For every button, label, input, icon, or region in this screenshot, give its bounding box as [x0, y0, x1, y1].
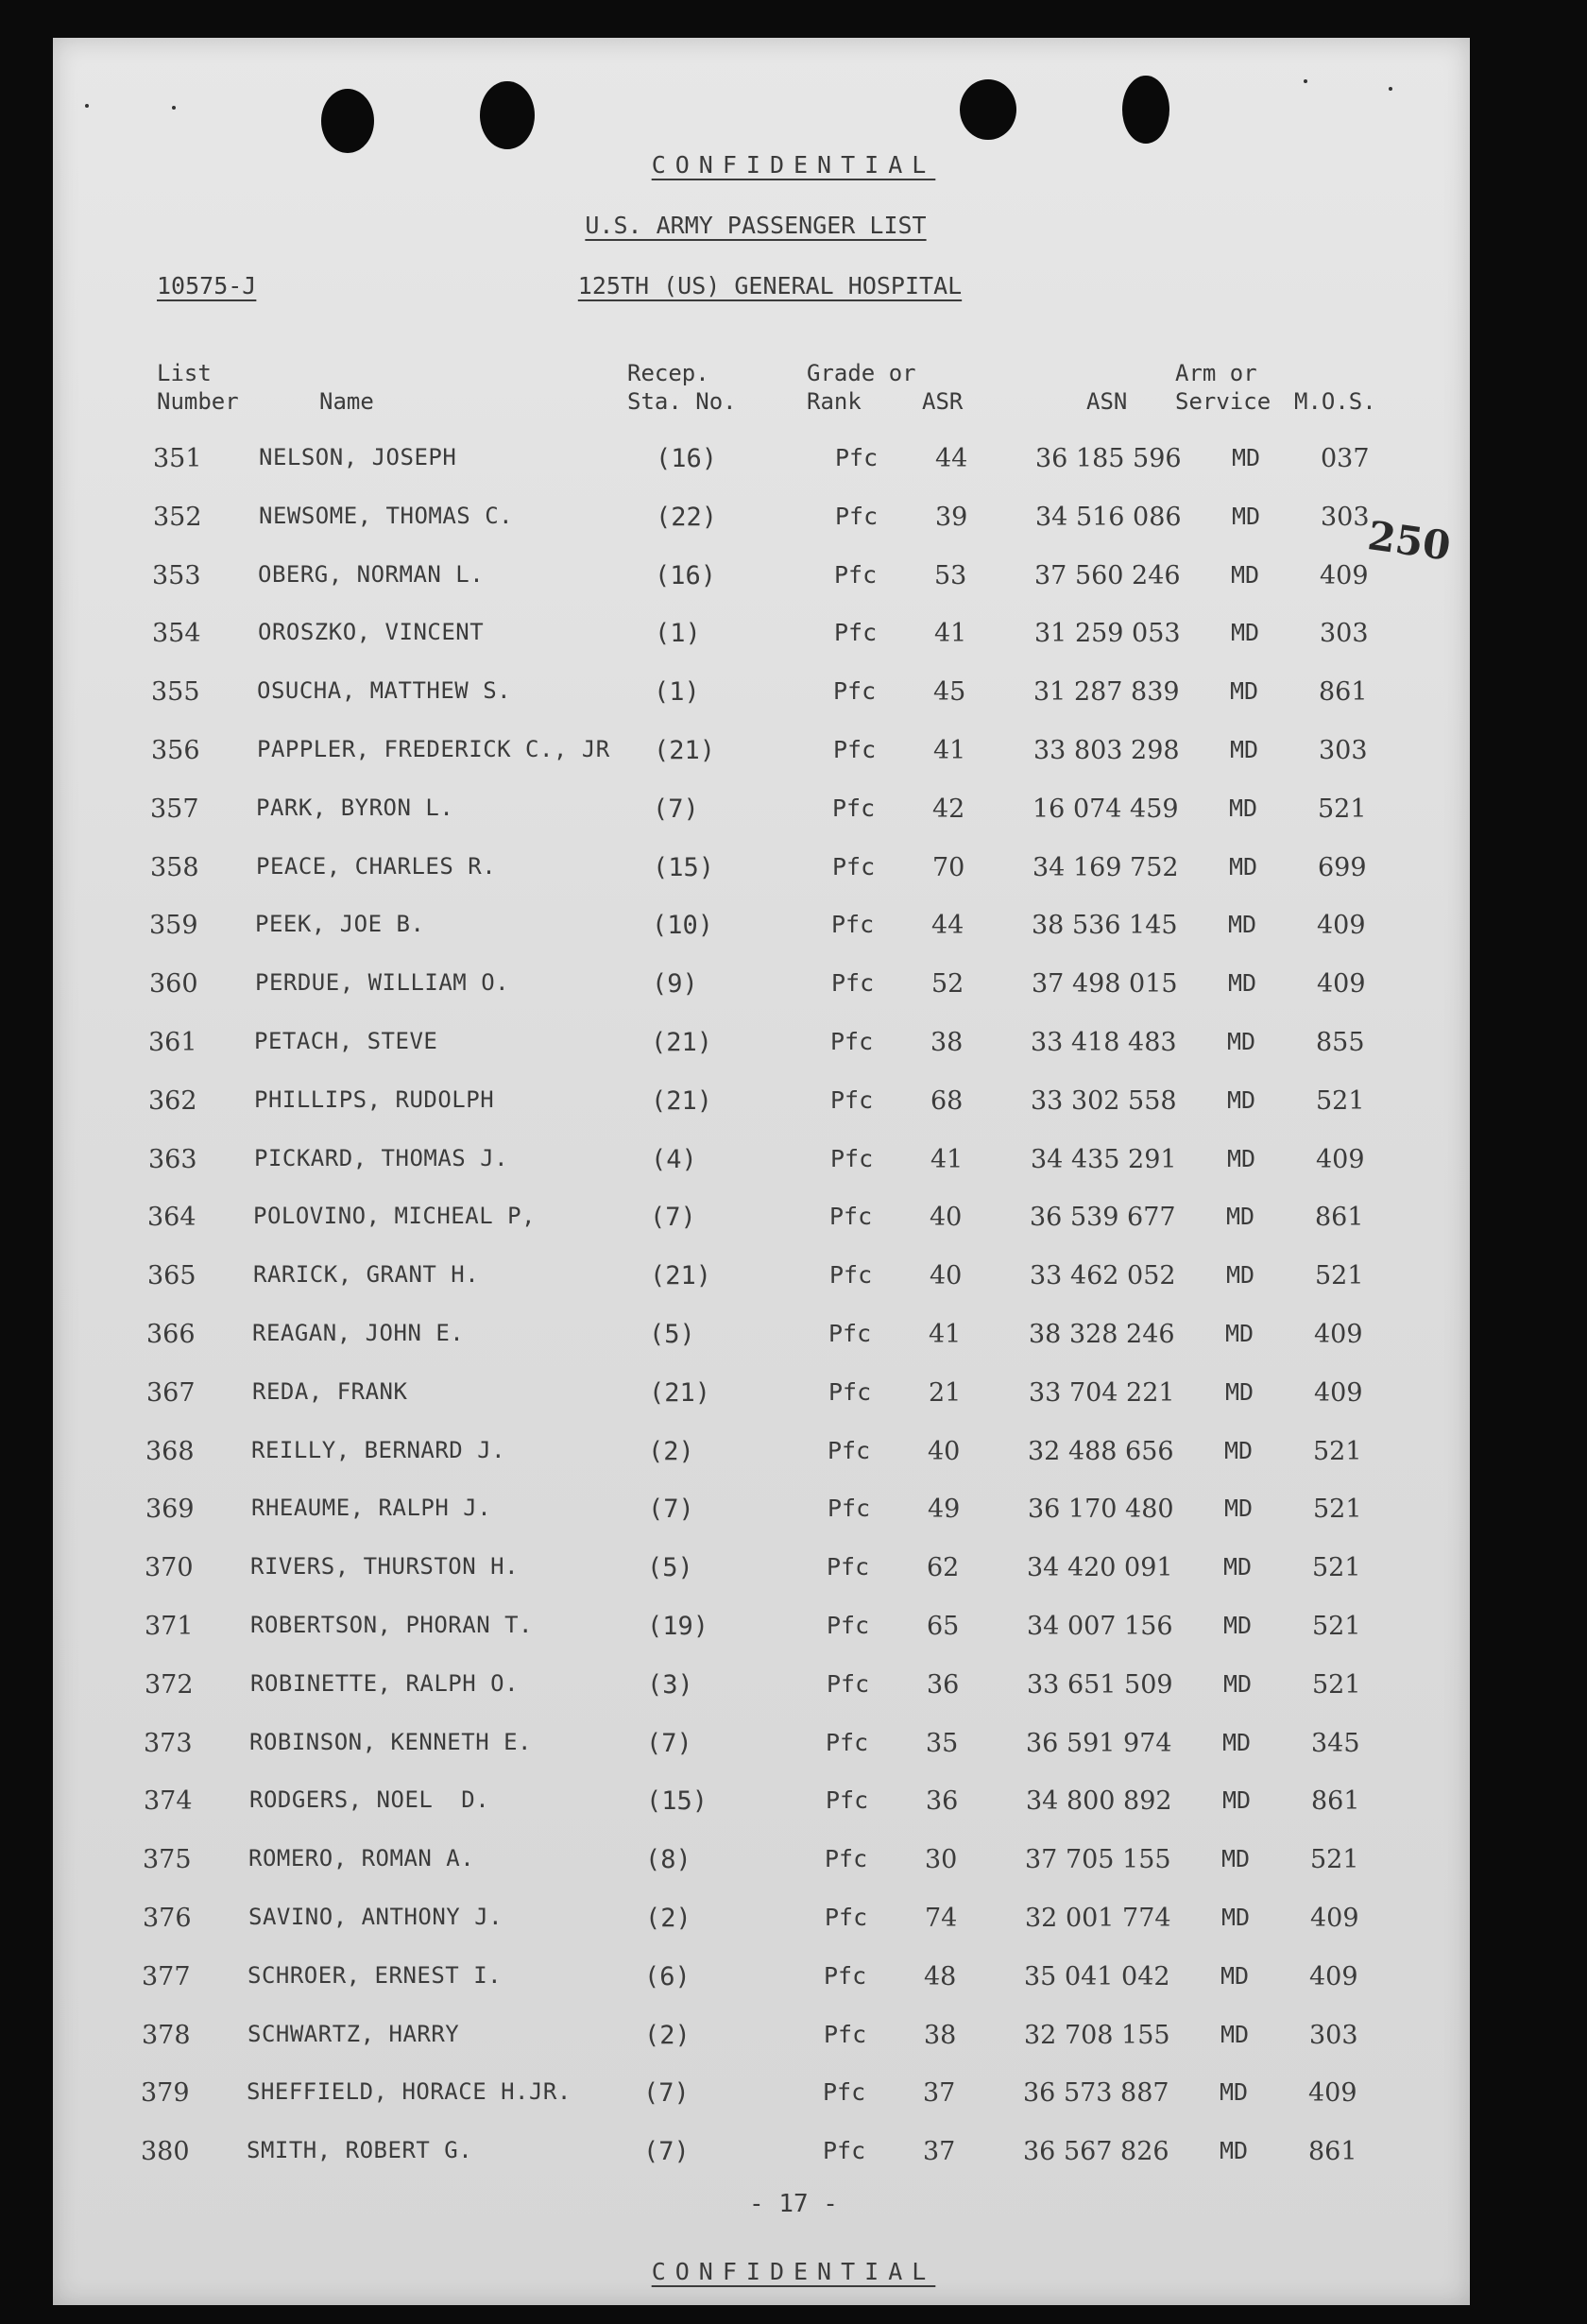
recep-sta-cell: (22) — [656, 502, 718, 532]
asn-cell: 38 328 246 — [1029, 1319, 1175, 1349]
mos-cell: 303 — [1309, 2020, 1358, 2050]
list-number-cell: 380 — [141, 2137, 190, 2167]
name-cell: PERDUE, WILLIAM O. — [255, 969, 510, 997]
arm-service-cell: MD — [1220, 2020, 1250, 2048]
asn-cell: 31 259 053 — [1034, 619, 1181, 649]
asn-cell: 33 651 509 — [1027, 1669, 1173, 1700]
table-row — [0, 503, 1587, 561]
asn-cell: 36 170 480 — [1028, 1495, 1174, 1525]
recep-sta-cell: (1) — [654, 677, 700, 708]
name-cell: POLOVINO, MICHEAL P, — [253, 1203, 536, 1230]
asn-cell: 34 420 091 — [1027, 1553, 1173, 1583]
list-number-cell: 361 — [148, 1027, 197, 1057]
recep-sta-cell: (2) — [648, 1436, 694, 1466]
asn-cell: 16 074 459 — [1032, 794, 1179, 824]
table-row — [0, 677, 1585, 736]
table-row — [0, 2021, 1576, 2079]
table-row — [0, 853, 1584, 912]
table-row — [0, 1612, 1578, 1670]
mos-cell: 345 — [1311, 1728, 1360, 1758]
name-cell: RIVERS, THURSTON H. — [250, 1553, 520, 1581]
grade-cell: Pfc — [830, 1027, 874, 1055]
grade-cell: Pfc — [827, 1669, 870, 1698]
asn-cell: 36 567 826 — [1023, 2137, 1169, 2167]
list-number-cell: 357 — [150, 794, 199, 824]
arm-service-cell: MD — [1229, 794, 1258, 822]
asr-cell: 53 — [934, 560, 967, 590]
asn-cell: 33 803 298 — [1033, 735, 1180, 765]
asn-cell: 35 041 042 — [1024, 1961, 1170, 1991]
grade-cell: Pfc — [832, 852, 876, 880]
grade-cell: Pfc — [828, 1436, 871, 1464]
table-row — [0, 1786, 1578, 1845]
name-cell: SHEFFIELD, HORACE H.JR. — [247, 2078, 572, 2106]
asr-cell: 39 — [935, 502, 968, 532]
asr-cell: 48 — [924, 1961, 957, 1991]
name-cell: SCHWARTZ, HARRY — [247, 2020, 460, 2047]
recep-sta-cell: (5) — [649, 1319, 695, 1349]
asn-cell: 36 591 974 — [1026, 1728, 1172, 1758]
recep-sta-cell: (7) — [646, 1728, 692, 1758]
name-cell: OSUCHA, MATTHEW S. — [257, 677, 512, 705]
name-cell: PEEK, JOE B. — [255, 911, 425, 938]
list-number-cell: 374 — [144, 1786, 193, 1817]
table-row — [0, 1261, 1581, 1320]
list-number-cell: 360 — [149, 969, 198, 1000]
grade-cell: Pfc — [827, 1553, 870, 1581]
list-number-cell: 372 — [145, 1669, 194, 1700]
recep-sta-cell: (7) — [648, 1495, 694, 1525]
asr-cell: 30 — [925, 1845, 958, 1875]
arm-service-cell: MD — [1226, 1203, 1255, 1231]
list-number-cell: 364 — [147, 1203, 196, 1233]
grade-cell: Pfc — [823, 2078, 866, 2107]
arm-service-cell: MD — [1231, 619, 1260, 647]
mos-cell: 521 — [1315, 1261, 1364, 1291]
mos-cell: 855 — [1316, 1027, 1365, 1057]
asr-cell: 36 — [927, 1669, 960, 1700]
asr-cell: 38 — [924, 2020, 957, 2050]
table-row — [0, 1203, 1581, 1261]
arm-service-cell: MD — [1228, 969, 1257, 998]
list-number-cell: 365 — [147, 1261, 196, 1291]
grade-cell: Pfc — [828, 1377, 872, 1406]
name-cell: RHEAUME, RALPH J. — [251, 1495, 492, 1522]
arm-service-cell: MD — [1224, 1495, 1254, 1523]
list-number-cell: 356 — [151, 735, 200, 765]
mos-cell: 861 — [1319, 677, 1368, 708]
mos-cell: 409 — [1310, 1903, 1359, 1933]
name-cell: OBERG, NORMAN L. — [258, 560, 485, 588]
asr-cell: 41 — [930, 1144, 964, 1174]
arm-service-cell: MD — [1222, 1728, 1252, 1756]
recep-sta-cell: (7) — [643, 2137, 690, 2167]
grade-cell: Pfc — [824, 1961, 867, 1990]
mos-cell: 409 — [1314, 1319, 1363, 1349]
mos-cell: 409 — [1308, 2078, 1357, 2109]
header-asn: ASN — [1086, 388, 1128, 415]
recep-sta-cell: (2) — [645, 1903, 691, 1933]
grade-cell: Pfc — [827, 1611, 870, 1639]
name-cell: NEWSOME, THOMAS C. — [259, 502, 514, 529]
list-number-cell: 359 — [149, 911, 198, 941]
list-number-cell: 368 — [145, 1436, 195, 1466]
asr-cell: 41 — [933, 735, 966, 765]
table-row — [0, 1320, 1580, 1378]
document-number: 10575-J — [157, 272, 257, 299]
recep-sta-cell: (21) — [651, 1027, 713, 1057]
name-cell: ROBERTSON, PHORAN T. — [250, 1611, 533, 1638]
arm-service-cell: MD — [1220, 2137, 1249, 2165]
asr-cell: 41 — [929, 1319, 962, 1349]
punch-hole — [480, 81, 535, 149]
list-number-cell: 353 — [152, 560, 201, 590]
asn-cell: 34 169 752 — [1032, 852, 1179, 882]
arm-service-cell: MD — [1226, 1261, 1255, 1290]
table-row — [0, 1028, 1582, 1086]
list-number-cell: 366 — [146, 1319, 196, 1349]
arm-service-cell: MD — [1229, 852, 1258, 880]
mos-cell: 409 — [1317, 969, 1366, 1000]
recep-sta-cell: (19) — [647, 1611, 709, 1641]
asr-cell: 40 — [928, 1436, 961, 1466]
asn-cell: 36 539 677 — [1030, 1203, 1176, 1233]
asn-cell: 37 560 246 — [1034, 560, 1181, 590]
recep-sta-cell: (7) — [643, 2078, 690, 2109]
name-cell: PEACE, CHARLES R. — [256, 852, 497, 880]
mos-cell: 409 — [1314, 1377, 1363, 1408]
mos-cell: 303 — [1321, 502, 1370, 532]
recep-sta-cell: (21) — [650, 1261, 712, 1291]
table-row — [0, 2137, 1575, 2196]
table-row — [0, 1553, 1578, 1612]
unit-title: 125TH (US) GENERAL HOSPITAL — [577, 272, 963, 299]
asn-cell: 36 185 596 — [1035, 444, 1182, 473]
mos-cell: 409 — [1309, 1961, 1358, 1991]
asr-cell: 36 — [926, 1786, 959, 1817]
recep-sta-cell: (7) — [650, 1203, 696, 1233]
confidential-heading-bottom: CONFIDENTIAL — [651, 2258, 936, 2285]
mos-cell: 521 — [1313, 1436, 1362, 1466]
name-cell: REILLY, BERNARD J. — [251, 1436, 506, 1463]
arm-service-cell: MD — [1231, 560, 1260, 589]
name-cell: PETACH, STEVE — [254, 1027, 438, 1054]
header-list-number: List Number — [157, 360, 239, 415]
grade-cell: Pfc — [826, 1786, 869, 1815]
mos-cell: 303 — [1320, 619, 1369, 649]
arm-service-cell: MD — [1220, 1961, 1250, 1990]
mos-cell: 521 — [1312, 1669, 1361, 1700]
grade-cell: Pfc — [829, 1203, 873, 1231]
asn-cell: 33 704 221 — [1029, 1377, 1175, 1408]
name-cell: REDA, FRANK — [252, 1377, 408, 1405]
mos-cell: 521 — [1316, 1085, 1365, 1116]
mos-cell: 861 — [1315, 1203, 1364, 1233]
header-grade: Grade or Rank — [807, 360, 916, 415]
asr-cell: 52 — [931, 969, 964, 1000]
asr-cell: 68 — [930, 1085, 964, 1116]
header-mos: M.O.S. — [1294, 388, 1376, 415]
asn-cell: 36 573 887 — [1023, 2078, 1169, 2109]
asn-cell: 37 498 015 — [1032, 969, 1178, 1000]
asr-cell: 21 — [929, 1377, 962, 1408]
arm-service-cell: MD — [1227, 1027, 1256, 1055]
grade-cell: Pfc — [825, 1845, 868, 1873]
list-number-cell: 378 — [142, 2020, 191, 2050]
name-cell: ROBINETTE, RALPH O. — [250, 1669, 520, 1697]
arm-service-cell: MD — [1230, 677, 1259, 706]
arm-service-cell: MD — [1220, 2078, 1249, 2107]
asr-cell: 38 — [930, 1027, 964, 1057]
asr-cell: 74 — [925, 1903, 958, 1933]
recep-sta-cell: (21) — [651, 1085, 713, 1116]
confidential-heading-top: CONFIDENTIAL — [651, 151, 936, 179]
table-row — [0, 736, 1585, 795]
asr-cell: 44 — [935, 444, 968, 473]
arm-service-cell: MD — [1223, 1611, 1253, 1639]
asn-cell: 32 708 155 — [1024, 2020, 1170, 2050]
asn-cell: 34 007 156 — [1027, 1611, 1173, 1641]
grade-cell: Pfc — [824, 2020, 867, 2048]
paper-speck — [1304, 79, 1307, 83]
arm-service-cell: MD — [1228, 911, 1257, 939]
name-cell: PARK, BYRON L. — [256, 794, 454, 821]
paper-speck — [172, 106, 176, 110]
recep-sta-cell: (5) — [647, 1553, 693, 1583]
arm-service-cell: MD — [1221, 1903, 1251, 1931]
mos-cell: 409 — [1320, 560, 1369, 590]
list-number-cell: 362 — [148, 1085, 197, 1116]
name-cell: SAVINO, ANTHONY J. — [248, 1903, 503, 1930]
grade-cell: Pfc — [834, 560, 878, 589]
name-cell: PICKARD, THOMAS J. — [254, 1144, 509, 1171]
table-row — [0, 1495, 1579, 1553]
list-number-cell: 352 — [153, 502, 202, 532]
table-row — [0, 1904, 1577, 1962]
list-number-cell: 354 — [152, 619, 201, 649]
name-cell: REAGAN, JOHN E. — [252, 1319, 465, 1346]
recep-sta-cell: (2) — [644, 2020, 691, 2050]
asr-cell: 70 — [932, 852, 965, 882]
recep-sta-cell: (4) — [651, 1144, 697, 1174]
name-cell: PAPPLER, FREDERICK C., JR — [257, 735, 610, 762]
list-number-cell: 369 — [145, 1495, 195, 1525]
name-cell: NELSON, JOSEPH — [259, 444, 457, 470]
list-number-cell: 373 — [144, 1728, 193, 1758]
asn-cell: 34 435 291 — [1031, 1144, 1177, 1174]
recep-sta-cell: (16) — [655, 560, 717, 590]
grade-cell: Pfc — [831, 911, 875, 939]
list-number-cell: 377 — [142, 1961, 191, 1991]
grade-cell: Pfc — [830, 1085, 874, 1114]
mos-cell: 521 — [1310, 1845, 1359, 1875]
list-number-cell: 376 — [143, 1903, 192, 1933]
grade-cell: Pfc — [828, 1319, 872, 1347]
page-number: - 17 - — [749, 2190, 838, 2218]
asr-cell: 41 — [934, 619, 967, 649]
asr-cell: 37 — [923, 2078, 956, 2109]
asr-cell: 49 — [928, 1495, 961, 1525]
grade-cell: Pfc — [831, 969, 875, 998]
arm-service-cell: MD — [1223, 1553, 1253, 1581]
list-number-cell: 351 — [153, 444, 202, 473]
table-row — [0, 911, 1583, 969]
mos-cell: 037 — [1321, 444, 1370, 473]
recep-sta-cell: (15) — [646, 1786, 708, 1817]
list-number-cell: 358 — [150, 852, 199, 882]
name-cell: OROSZKO, VINCENT — [258, 619, 485, 646]
paper-speck — [1389, 87, 1392, 91]
mos-cell: 521 — [1313, 1495, 1362, 1525]
name-cell: ROMERO, ROMAN A. — [248, 1845, 475, 1872]
list-number-cell: 379 — [141, 2078, 190, 2109]
arm-service-cell: MD — [1221, 1845, 1251, 1873]
name-cell: PHILLIPS, RUDOLPH — [254, 1085, 495, 1113]
mos-cell: 861 — [1311, 1786, 1360, 1817]
header-recep-sta: Recep. Sta. No. — [627, 360, 737, 415]
asn-cell: 33 302 558 — [1031, 1085, 1177, 1116]
table-row — [0, 1378, 1580, 1437]
arm-service-cell: MD — [1222, 1786, 1252, 1815]
page-stamp-number: 250 — [1365, 512, 1454, 570]
punch-hole — [960, 79, 1016, 140]
asn-cell: 32 001 774 — [1025, 1903, 1171, 1933]
table-row — [0, 619, 1586, 677]
asr-cell: 37 — [923, 2137, 956, 2167]
grade-cell: Pfc — [825, 1903, 868, 1931]
asr-cell: 35 — [926, 1728, 959, 1758]
table-row — [0, 1845, 1577, 1904]
arm-service-cell: MD — [1230, 735, 1259, 763]
recep-sta-cell: (16) — [656, 444, 718, 473]
table-row — [0, 1086, 1582, 1145]
grade-cell: Pfc — [828, 1495, 871, 1523]
mos-cell: 409 — [1316, 1144, 1365, 1174]
name-cell: RARICK, GRANT H. — [253, 1261, 480, 1289]
list-number-cell: 363 — [148, 1144, 197, 1174]
arm-service-cell: MD — [1232, 502, 1261, 530]
list-number-cell: 370 — [145, 1553, 194, 1583]
grade-cell: Pfc — [833, 677, 877, 706]
recep-sta-cell: (8) — [645, 1845, 691, 1875]
table-row — [0, 2078, 1575, 2137]
mos-cell: 699 — [1318, 852, 1367, 882]
asr-cell: 40 — [930, 1261, 963, 1291]
table-row — [0, 1729, 1578, 1787]
arm-service-cell: MD — [1224, 1436, 1254, 1464]
asn-cell: 37 705 155 — [1025, 1845, 1171, 1875]
grade-cell: Pfc — [829, 1261, 873, 1290]
recep-sta-cell: (6) — [644, 1961, 691, 1991]
asr-cell: 42 — [932, 794, 965, 824]
header-asr: ASR — [922, 388, 964, 415]
asn-cell: 31 287 839 — [1033, 677, 1180, 708]
asn-cell: 33 418 483 — [1031, 1027, 1177, 1057]
grade-cell: Pfc — [835, 444, 879, 471]
grade-cell: Pfc — [833, 735, 877, 763]
asr-cell: 65 — [927, 1611, 960, 1641]
recep-sta-cell: (9) — [652, 969, 698, 1000]
arm-service-cell: MD — [1227, 1085, 1256, 1114]
asr-cell: 62 — [927, 1553, 960, 1583]
recep-sta-cell: (1) — [655, 619, 701, 649]
name-cell: SMITH, ROBERT G. — [247, 2137, 473, 2164]
list-number-cell: 355 — [151, 677, 200, 708]
table-row — [0, 1962, 1576, 2021]
table-row — [0, 969, 1583, 1028]
header-arm-service: Arm or Service — [1175, 360, 1271, 415]
grade-cell: Pfc — [826, 1728, 869, 1756]
arm-service-cell: MD — [1223, 1669, 1253, 1698]
asr-cell: 45 — [933, 677, 966, 708]
table-row — [0, 1670, 1578, 1729]
asn-cell: 38 536 145 — [1032, 911, 1178, 941]
recep-sta-cell: (3) — [647, 1669, 693, 1700]
recep-sta-cell: (7) — [653, 794, 699, 824]
table-row — [0, 1145, 1582, 1204]
name-cell: RODGERS, NOEL D. — [249, 1786, 490, 1814]
asn-cell: 33 462 052 — [1030, 1261, 1176, 1291]
mos-cell: 521 — [1312, 1611, 1361, 1641]
table-row — [0, 795, 1584, 853]
paper-speck — [85, 104, 89, 108]
mos-cell: 303 — [1319, 735, 1368, 765]
table-row — [0, 1437, 1579, 1495]
grade-cell: Pfc — [830, 1144, 874, 1172]
punch-hole — [1122, 76, 1169, 144]
mos-cell: 521 — [1312, 1553, 1361, 1583]
grade-cell: Pfc — [832, 794, 876, 822]
list-number-cell: 367 — [146, 1377, 196, 1408]
header-name: Name — [319, 388, 374, 415]
recep-sta-cell: (15) — [653, 852, 715, 882]
recep-sta-cell: (10) — [652, 911, 714, 941]
asn-cell: 34 516 086 — [1035, 502, 1182, 532]
table-row — [0, 444, 1587, 503]
mos-cell: 409 — [1317, 911, 1366, 941]
name-cell: ROBINSON, KENNETH E. — [249, 1728, 532, 1755]
list-title: U.S. ARMY PASSENGER LIST — [585, 212, 927, 239]
list-number-cell: 375 — [143, 1845, 192, 1875]
mos-cell: 521 — [1318, 794, 1367, 824]
grade-cell: Pfc — [834, 619, 878, 647]
arm-service-cell: MD — [1225, 1377, 1254, 1406]
asn-cell: 34 800 892 — [1026, 1786, 1172, 1817]
asr-cell: 40 — [930, 1203, 963, 1233]
list-number-cell: 371 — [145, 1611, 194, 1641]
recep-sta-cell: (21) — [654, 735, 716, 765]
passenger-table — [0, 444, 1587, 2196]
mos-cell: 861 — [1308, 2137, 1357, 2167]
table-row — [0, 561, 1586, 620]
arm-service-cell: MD — [1227, 1144, 1256, 1172]
arm-service-cell: MD — [1225, 1319, 1254, 1347]
grade-cell: Pfc — [835, 502, 879, 530]
asr-cell: 44 — [931, 911, 964, 941]
asn-cell: 32 488 656 — [1028, 1436, 1174, 1466]
name-cell: SCHROER, ERNEST I. — [247, 1961, 503, 1989]
arm-service-cell: MD — [1232, 444, 1261, 471]
recep-sta-cell: (21) — [649, 1377, 711, 1408]
punch-hole — [321, 89, 374, 153]
grade-cell: Pfc — [823, 2137, 866, 2165]
